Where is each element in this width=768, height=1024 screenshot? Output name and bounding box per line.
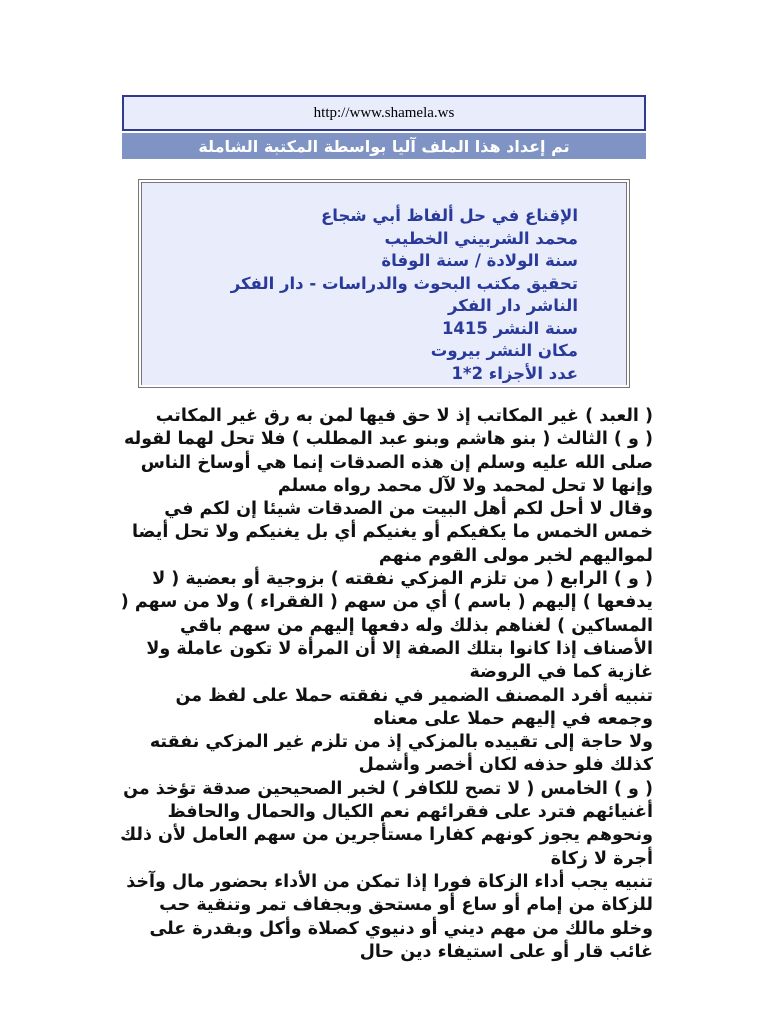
book-publish-place: مكان النشر بيروت — [430, 341, 578, 360]
book-title: الإقناع في حل ألفاظ أبي شجاع — [321, 206, 578, 225]
body-paragraph: ( و ) الثالث ( بنو هاشم وبنو عبد المطلب ) فلا تحل لهما لقوله صلى الله عليه وسلم إن هذه الصدقات إنما هي أوساخ الناس وإنها لا تحل لمحمد ولا لآل محمد رواه مسلم — [124, 429, 653, 496]
body-paragraph: تنبيه أفرد المصنف الضمير في نفقته حملا على لفظ من وجمعه في إليهم حملا على معناه — [175, 685, 653, 729]
book-volumes: عدد الأجزاء 2*1 — [451, 363, 578, 383]
body-paragraph: تنبيه يجب أداء الزكاة فورا إذا تمكن من الأداء بحضور مال وآخذ للزكاة من إمام أو ساع أو مستحق وبجفاف تمر وتنقية حب وخلو مالك من مهم ديني أو دنيوي كصلاة وأكل وبقدرة على غائب قار أو على استيفاء دين حال — [126, 871, 653, 962]
book-publisher: الناشر دار الفكر — [448, 296, 578, 315]
body-paragraph: ولا حاجة إلى تقييده بالمزكي إذ من تلزم غير المزكي نفقته كذلك فلو حذفه لكان أخصر وأشمل — [149, 732, 653, 776]
book-info-box — [138, 179, 630, 388]
book-editor: تحقيق مكتب البحوث والدراسات - دار الفكر — [230, 273, 578, 293]
book-publish-year: سنة النشر 1415 — [441, 318, 578, 338]
body-paragraph: ( و ) الخامس ( لا تصح للكافر ) لخبر الصحيحين صدقة تؤخذ من أغنيائهم فترد على فقرائهم نعم الكيال والحمال والحافظ ونحوهم يجوز كونهم كفارا مستأجرين من سهم العامل لأن ذلك أجرة لا زكاة — [120, 778, 653, 869]
book-author: محمد الشربيني الخطيب — [384, 228, 578, 248]
shamela-banner — [122, 133, 646, 159]
document-body — [118, 405, 653, 1005]
banner-text: تم إعداد هذا الملف آليا بواسطة المكتبة الشاملة — [198, 136, 570, 156]
body-paragraph: ( و ) الرابع ( من تلزم المزكي نفقته ) بزوجية أو بعضية ( لا يدفعها ) إليهم ( باسم ) أي من سهم ( الفقراء ) ولا من سهم ( المساكين ) لغناهم بذلك وله دفعها إليهم من سهم باقي الأصناف إذا كانوا بتلك الصفة إلا أن المرأة لا تكون عاملة ولا غازية كما في الروضة — [120, 569, 653, 683]
source-url-text[interactable]: http://www.shamela.ws — [313, 104, 455, 121]
source-url[interactable] — [122, 95, 646, 131]
body-paragraph: ( العبد ) غير المكاتب إذ لا حق فيها لمن به رق غير المكاتب — [155, 406, 653, 426]
body-paragraph: وقال لا أحل لكم أهل البيت من الصدقات شيئا إن لكم في خمس الخمس ما يكفيكم أو يغنيكم أي بل يغنيكم ولا تحل أيضا لمواليهم لخبر مولى القوم منهم — [131, 499, 653, 566]
book-info-panel — [141, 182, 627, 385]
book-dates: سنة الولادة / سنة الوفاة — [381, 251, 578, 270]
